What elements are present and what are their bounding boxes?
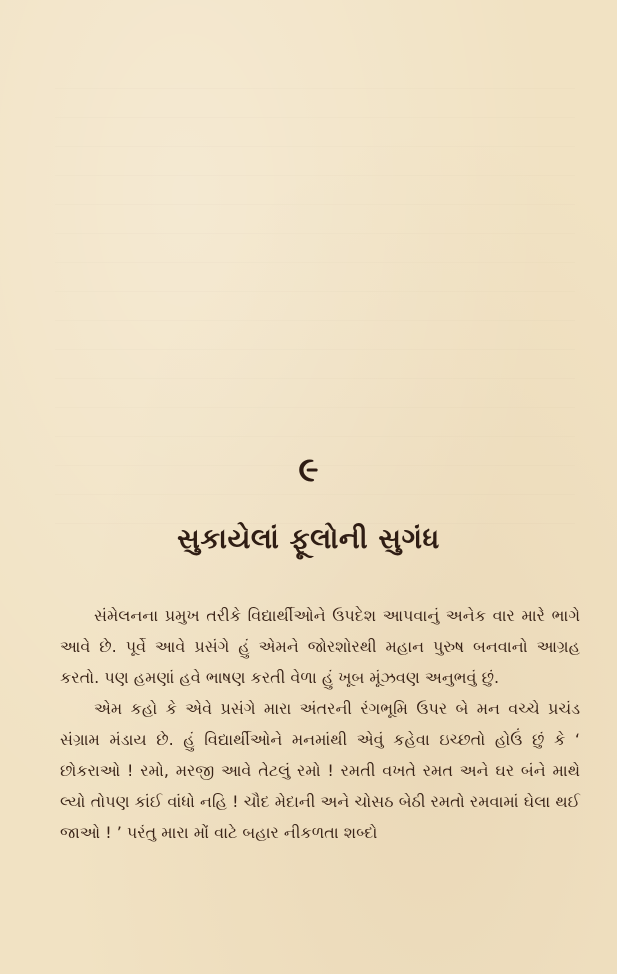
bleed-line — [55, 327, 575, 350]
chapter-body — [60, 600, 580, 848]
bleed-line — [55, 182, 575, 205]
bleed-line — [55, 269, 575, 292]
bleed-line — [55, 153, 575, 176]
chapter-title: સુકાયેલાં ફૂલોની સુગંધ — [177, 522, 440, 555]
bleed-line — [55, 124, 575, 147]
bleed-line — [55, 414, 575, 437]
bleed-line — [55, 240, 575, 263]
paragraph-1: સંમેલનના પ્રમુખ તરીકે વિદ્યાર્થીઓને ઉપદેશ આપવાનું અનેક વાર મારે ભાગે આવે છે. પૂર્વે આવે પ્રસંગે હું એમને જોરશોરથી મહાન પુરુષ બનવાનો આગ્રહ કરતો. પણ હમણાં હવે ભાષણ કરતી વેળા હું ખૂબ મૂંઝવણ અનુભવું છું. — [60, 606, 580, 687]
chapter-number: ૯ — [298, 450, 319, 490]
bleed-line — [55, 211, 575, 234]
bleed-line — [55, 66, 575, 89]
paragraph-2: એમ કહો કે એવે પ્રસંગે મારા અંતરની રંગભૂમિ ઉપર બે મન વચ્ચે પ્રચંડ સંગ્રામ મંડાય છે. હું વિદ્યાર્થીઓને મનમાંથી એવું કહેવા ઇચ્છતો હોઉં છું કે ‘ છોકરાઓ ! રમો, મરજી આવે તેટલું રમો ! રમતી વખતે રમત અને ઘર બંને માથે લ્યો તોપણ કાંઈ વાંધો નહિ ! ચૌદ મેદાની અને ચોસઠ બેઠી રમતો રમવામાં ઘેલા થઈ જાઓ ! ’ પરંતુ મારા મોં વાટે બહાર નીકળતા શબ્દો — [60, 699, 580, 842]
bleed-line — [55, 385, 575, 408]
bleed-line — [55, 501, 575, 524]
bleed-line — [55, 298, 575, 321]
bleed-line — [55, 356, 575, 379]
bleed-line — [55, 95, 575, 118]
